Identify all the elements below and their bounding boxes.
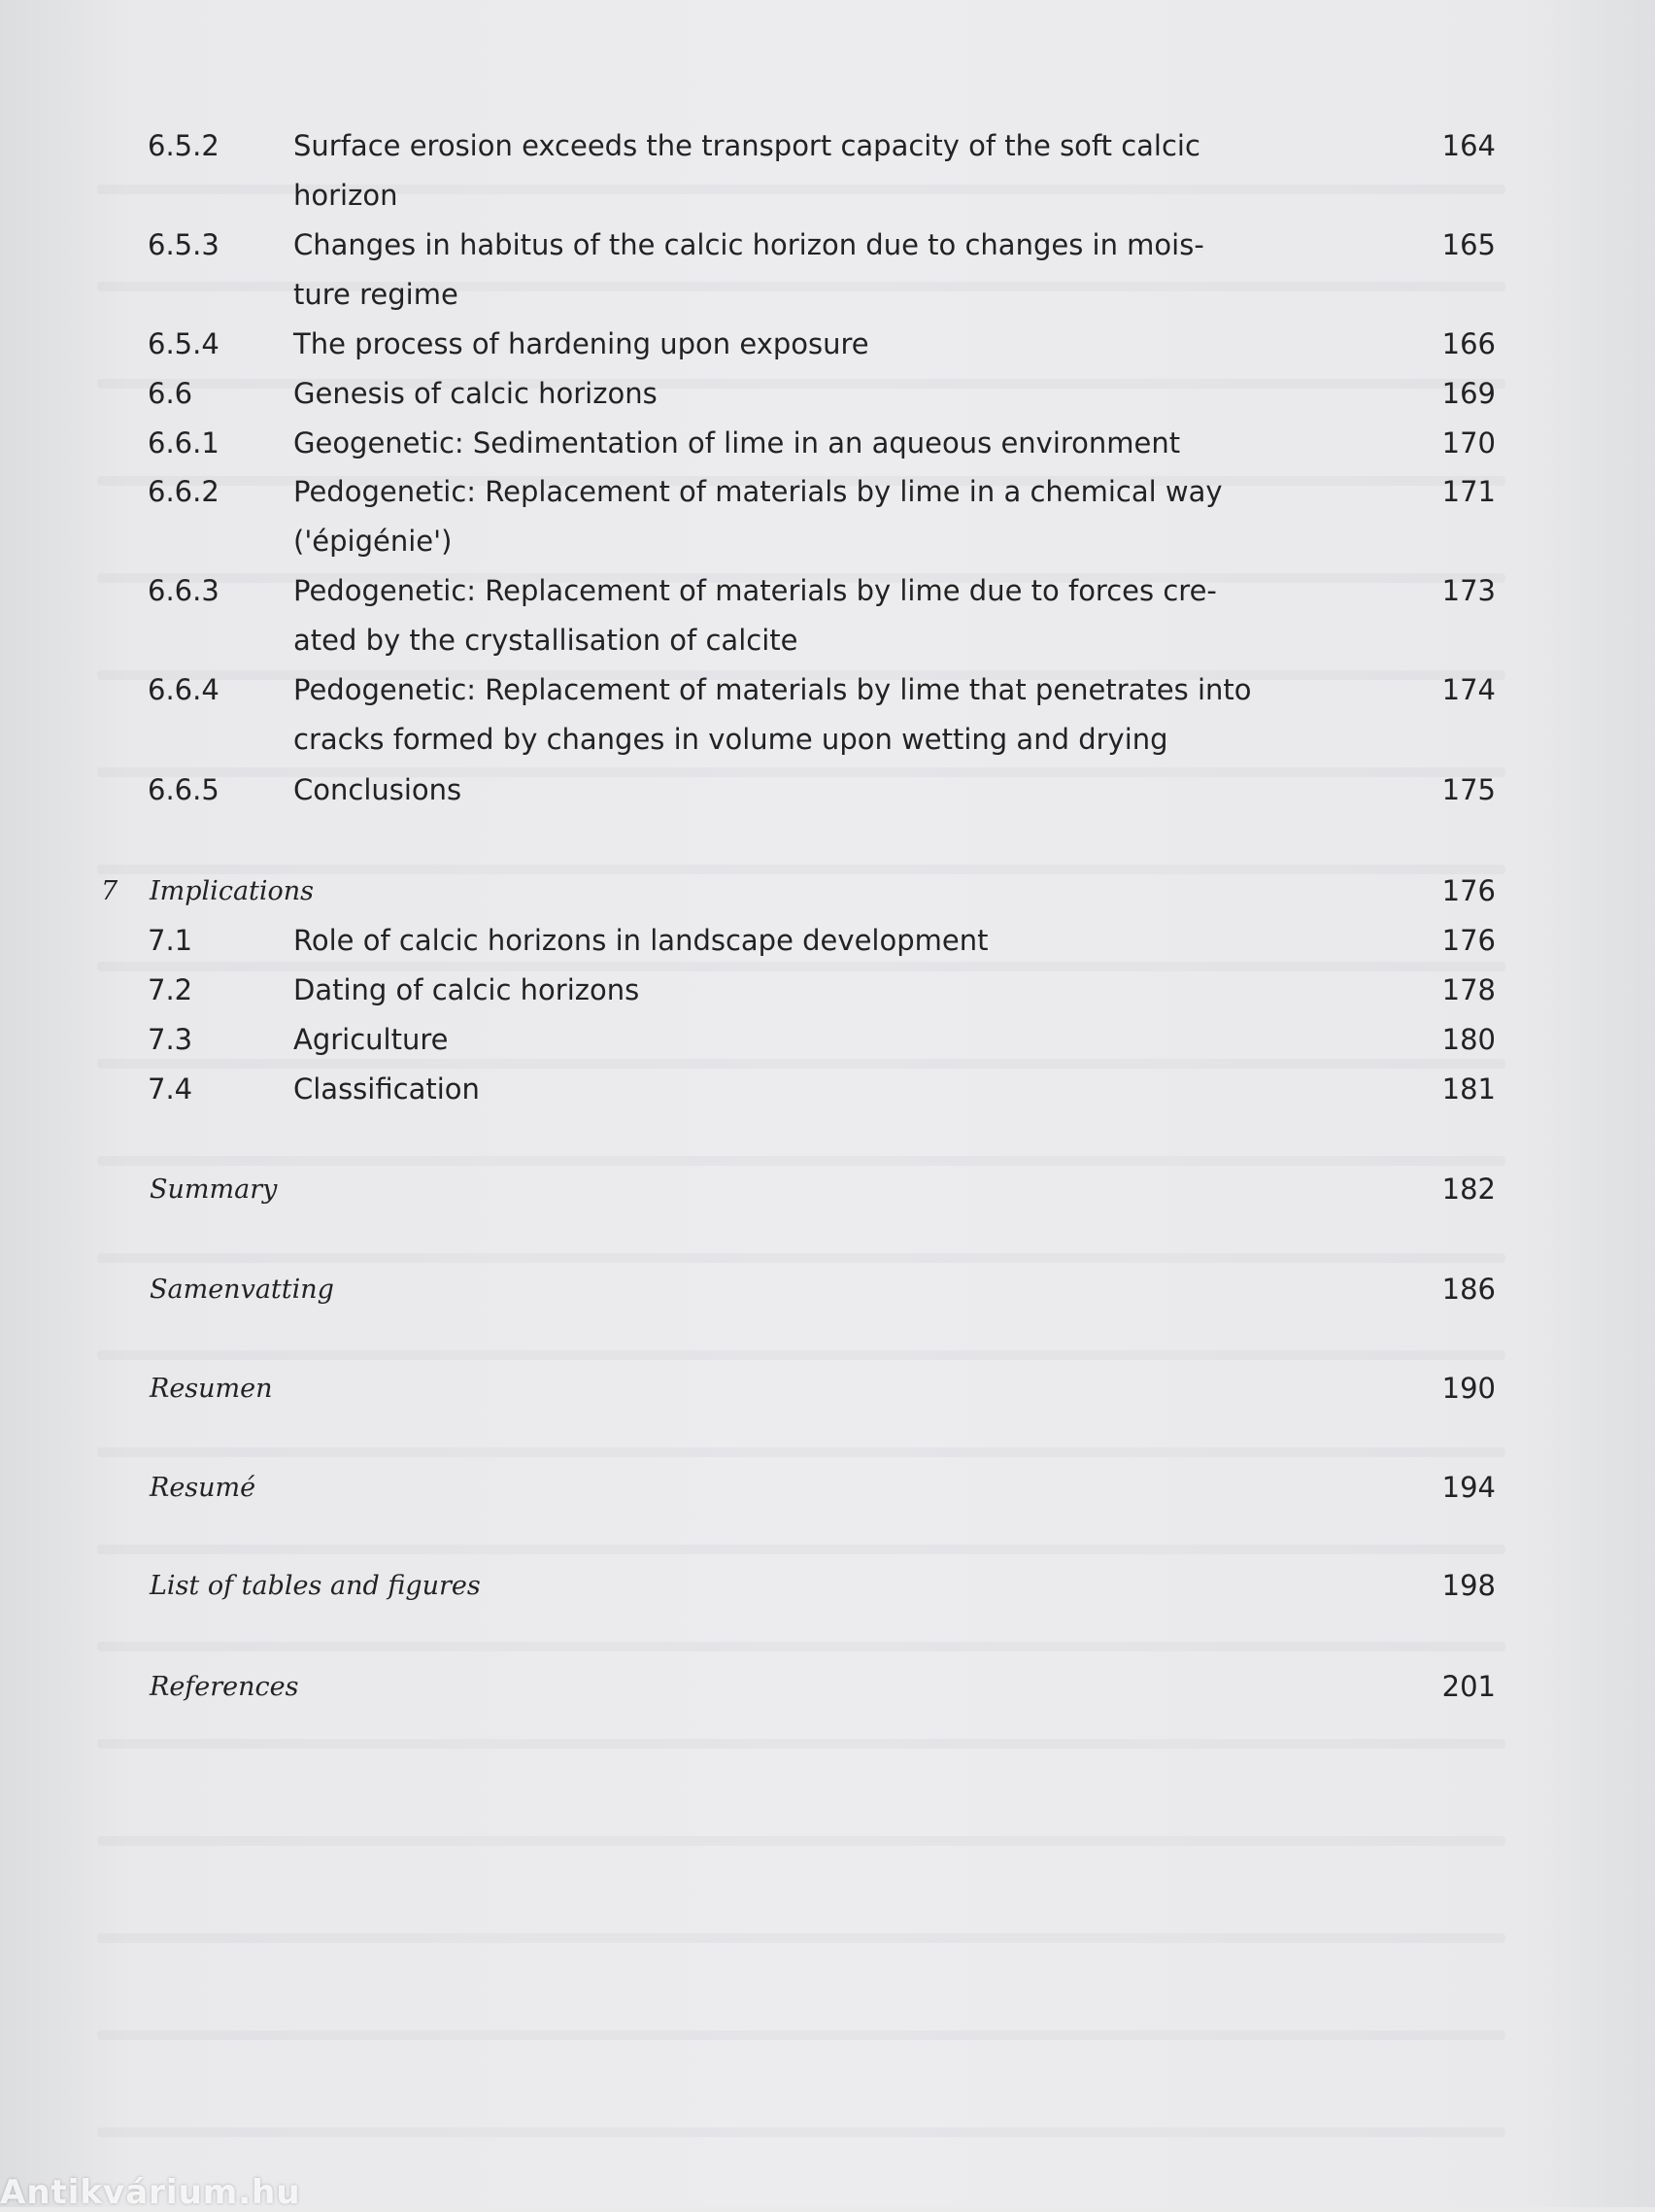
page-number: 176: [1441, 874, 1496, 907]
section-number: 7.4: [148, 1072, 193, 1106]
section-number: 6.5.2: [148, 129, 220, 162]
section-title: Changes in habitus of the calcic horizon due to changes in mois- ture regime: [293, 228, 1204, 311]
section-number: 6.6.2: [148, 475, 220, 508]
section-title: Genesis of calcic horizons: [293, 377, 658, 410]
section-title: Geogenetic: Sedimentation of lime in an aqueous environment: [293, 426, 1181, 459]
page-number: 169: [1441, 377, 1496, 410]
page-number: 171: [1441, 475, 1496, 508]
back-matter-title: Resumen: [150, 1374, 273, 1404]
chapter-title: Implications: [150, 876, 315, 906]
section-title: Pedogenetic: Replacement of materials by lime due to forces cre- ated by the crystallisation of calcite: [293, 574, 1217, 657]
back-matter-title: List of tables and figures: [150, 1571, 481, 1601]
page-number: 170: [1441, 426, 1496, 459]
page-number: 165: [1441, 228, 1496, 261]
back-matter-title: Summary: [150, 1174, 278, 1205]
section-title: Dating of calcic horizons: [293, 973, 640, 1006]
section-number: 6.5.3: [148, 228, 220, 261]
section-title: Conclusions: [293, 773, 462, 806]
section-title: Classification: [293, 1072, 480, 1106]
page-number: 175: [1441, 773, 1496, 806]
page-number: 164: [1441, 129, 1496, 162]
page-number: 178: [1441, 973, 1496, 1006]
section-title: The process of hardening upon exposure: [293, 327, 869, 360]
section-title: Pedogenetic: Replacement of materials by lime that penetrates into cracks formed by changes in volume upon wetting and drying: [293, 673, 1252, 756]
section-number: 6.6.4: [148, 673, 220, 706]
page-number: 181: [1441, 1072, 1496, 1106]
back-matter-title: References: [150, 1672, 299, 1702]
section-title: Agriculture: [293, 1023, 449, 1056]
section-number: 7.1: [148, 924, 193, 957]
page-number: 174: [1441, 673, 1496, 706]
section-number: 6.6.1: [148, 426, 220, 459]
page-number: 201: [1441, 1670, 1496, 1703]
section-title: Role of calcic horizons in landscape development: [293, 924, 989, 957]
section-title: Pedogenetic: Replacement of materials by lime in a chemical way ('épigénie'): [293, 475, 1223, 558]
section-number: 6.5.4: [148, 327, 220, 360]
section-number: 6.6.5: [148, 773, 220, 806]
section-title: Surface erosion exceeds the transport capacity of the soft calcic horizon: [293, 129, 1200, 212]
chapter-number: 7: [101, 876, 118, 906]
section-number: 6.6: [148, 377, 193, 410]
page-number: 166: [1441, 327, 1496, 360]
section-number: 6.6.3: [148, 574, 220, 607]
back-matter-title: Resumé: [150, 1473, 256, 1503]
page-number: 198: [1441, 1569, 1496, 1602]
section-number: 7.2: [148, 973, 193, 1006]
back-matter-title: Samenvatting: [150, 1275, 334, 1305]
page-number: 190: [1441, 1372, 1496, 1405]
page-number: 180: [1441, 1023, 1496, 1056]
page-number: 186: [1441, 1273, 1496, 1306]
page-number: 173: [1441, 574, 1496, 607]
watermark: Antikvárium.hu: [0, 2173, 301, 2212]
page-number: 176: [1441, 924, 1496, 957]
page-number: 182: [1441, 1173, 1496, 1206]
page-number: 194: [1441, 1471, 1496, 1504]
section-number: 7.3: [148, 1023, 193, 1056]
